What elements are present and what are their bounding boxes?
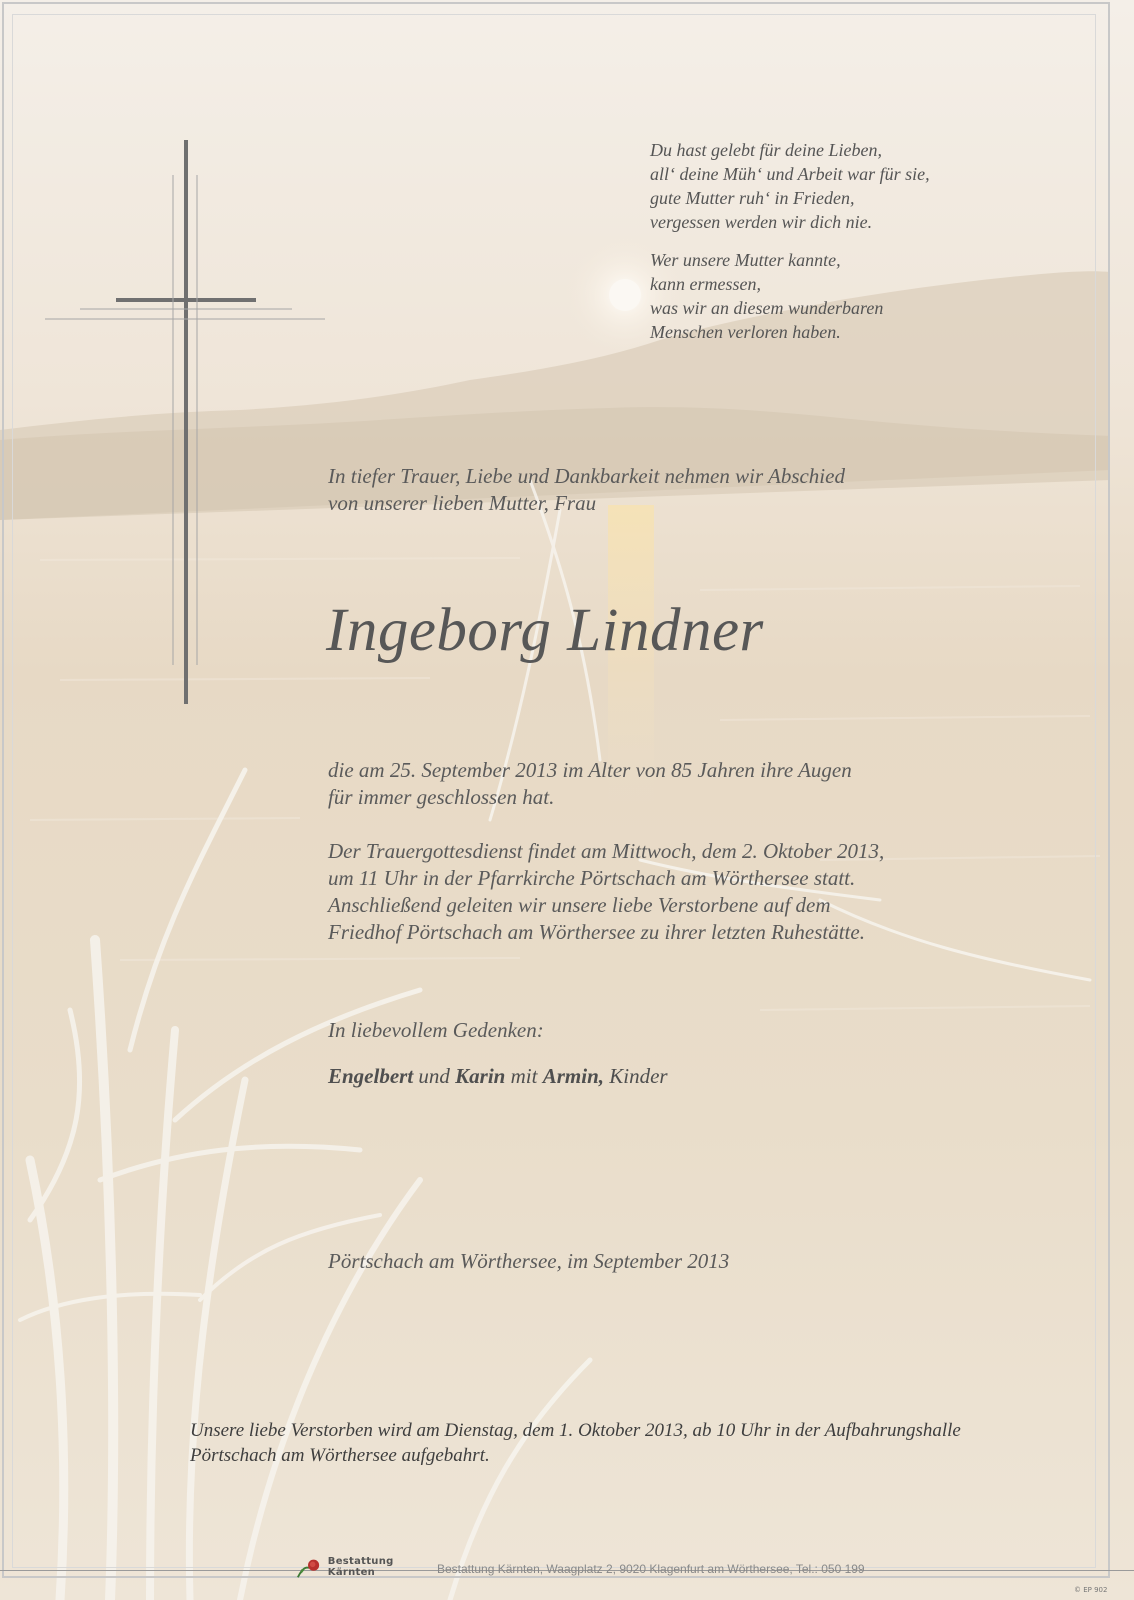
death-line: für immer geschlossen hat. — [328, 785, 555, 809]
footer-address: Bestattung Kärnten, Waagplatz 2, 9020 Klagenfurt am Wörthersee, Tel.: 050 199 — [437, 1562, 865, 1576]
memory-title: In liebevollem Gedenken: — [328, 1018, 544, 1042]
intro-line: von unserer lieben Mutter, Frau — [328, 491, 597, 515]
intro-line: In tiefer Trauer, Liebe und Dankbarkeit nehmen wir Abschied — [328, 464, 845, 488]
funeral-home-logo — [296, 1554, 436, 1580]
service-line: um 11 Uhr in der Pfarrkirche Pörtschach am Wörthersee statt. — [328, 866, 856, 890]
service-line: Friedhof Pörtschach am Wörthersee zu ihrer letzten Ruhestätte. — [328, 920, 865, 944]
service-line: Der Trauergottesdienst findet am Mittwoch, dem 2. Oktober 2013, — [328, 839, 885, 863]
stanza-gap — [650, 234, 930, 248]
viewing-line: Unsere liebe Verstorben wird am Dienstag, dem 1. Oktober 2013, ab 10 Uhr in der Aufbahrungshalle — [190, 1420, 961, 1441]
memorial-poem — [650, 138, 930, 344]
poem-line: was wir an diesem wunderbaren — [650, 298, 884, 318]
family-signature — [328, 1064, 668, 1089]
rose-icon — [296, 1556, 324, 1580]
funeral-service-info — [328, 838, 884, 946]
service-line: Anschließend geleiten wir unsere liebe Verstorbene auf dem — [328, 893, 831, 917]
viewing-line: Pörtschach am Wörthersee aufgebahrt. — [190, 1445, 490, 1466]
logo-text: Bestattung Kärnten — [327, 1556, 394, 1578]
poem-line: gute Mutter ruh‘ in Frieden, — [650, 188, 855, 208]
family-connector: und — [418, 1064, 450, 1088]
poem-line: Menschen verloren haben. — [650, 322, 841, 342]
farewell-intro — [328, 463, 845, 517]
poem-line: Wer unsere Mutter kannte, — [650, 250, 841, 270]
poem-line: kann ermessen, — [650, 274, 761, 294]
poem-line: all‘ deine Müh‘ und Arbeit war für sie, — [650, 164, 930, 184]
poem-line: vergessen werden wir dich nie. — [650, 212, 873, 232]
copyright-code: © EP 902 — [1074, 1586, 1108, 1594]
family-name-armin: Armin, — [542, 1064, 604, 1088]
family-name-karin: Karin — [455, 1064, 506, 1088]
poem-line: Du hast gelebt für deine Lieben, — [650, 140, 882, 160]
family-relation: Kinder — [609, 1064, 668, 1088]
death-line: die am 25. September 2013 im Alter von 85 Jahren ihre Augen — [328, 758, 852, 782]
place-and-date: Pörtschach am Wörthersee, im September 2013 — [328, 1249, 730, 1273]
death-notice — [328, 757, 852, 811]
family-name-engelbert: Engelbert — [328, 1064, 414, 1088]
deceased-name: Ingeborg Lindner — [326, 597, 764, 664]
family-connector: mit — [510, 1064, 538, 1088]
viewing-notice — [190, 1418, 961, 1468]
